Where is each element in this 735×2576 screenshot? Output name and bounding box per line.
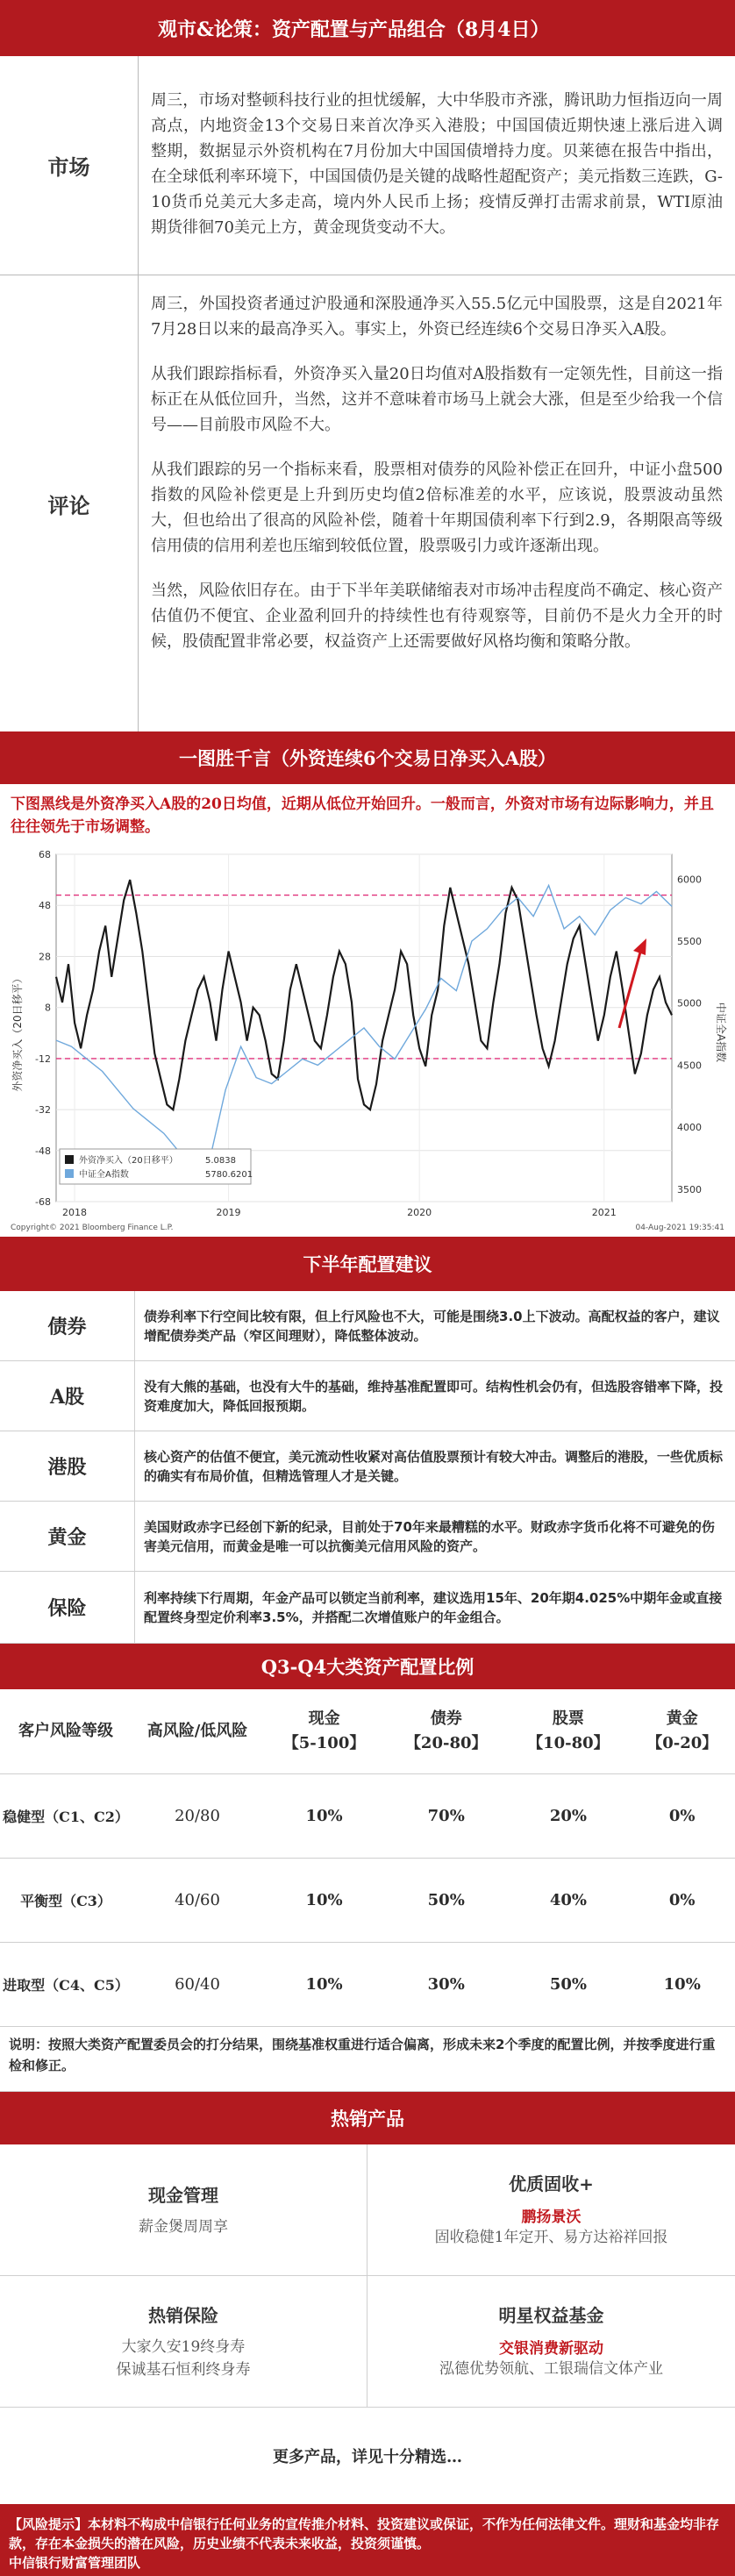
product-title: 优质固收+ [509,2173,594,2194]
table-cell: 20/80 [132,1773,263,1858]
allocation-text: 美国财政赤字已经创下新的纪录，目前处于70年来最糟糕的水平。财政赤字货币化将不可避免的伤害美元信用，而黄金是唯一可以抗衡美元信用风险的资产。 [144,1518,715,1554]
market-label: 市场 [0,56,139,275]
allocation-label: 港股 [0,1431,135,1501]
table-cell: 10% [629,1942,735,2026]
table-cell: 稳健型（C1、C2） [0,1773,132,1858]
table-header-cell: 黄金 【0-20】 [629,1689,735,1773]
allocation-text: 没有大熊的基础，也没有大牛的基础，维持基准配置即可。结构性机会仍有，但选股容错率下降，投资难度加大，降低回报预期。 [144,1378,724,1414]
commentary-section [0,275,735,731]
table-header-cell: 股票 【10-80】 [507,1689,629,1773]
y-tick-right: 4000 [677,1122,702,1134]
line-chart [5,844,730,1237]
x-tick: 2019 [216,1207,241,1218]
risk-disclaimer: 【风险提示】本材料不构成中信银行任何业务的宣传推介材料、投资建议或保证，不作为任何法律文件。理财和基金均非存款，存在本金损失的潜在风险，历史业绩不代表未来收益，投资须谨慎。 [9,2515,720,2551]
table-cell: 30% [385,1942,507,2026]
chart-legend [60,1149,253,1184]
y-tick-right: 5500 [677,936,702,947]
header-bar [0,0,735,56]
y-axis-right-label: 中证全A指数 [715,1002,727,1063]
table-cell: 10% [263,1942,385,2026]
allocation-list [0,1291,735,1644]
product-highlight: 鹏扬景沃 [521,2209,582,2226]
ratio-note: 说明：按照大类资产配置委员会的打分结果，围绕基准权重进行适合偏离，形成未来2个季度的配置比例，并按季度进行重检和修正。 [0,2027,735,2092]
table-cell: 50% [385,1858,507,1942]
chart-banner [0,731,735,784]
allocation-item-gold [0,1502,735,1572]
page-title: 观市&论策：资产配置与产品组合（8月4日） [158,18,550,41]
allocation-text: 核心资产的估值不便宜，美元流动性收紧对高估值股票预计有较大冲击。调整后的港股，一些优质标的确实有布局价值，但精选管理人才是关键。 [144,1448,724,1484]
table-row [0,1773,735,1858]
product-sub: 固收稳健1年定开、易方达裕祥回报 [434,2229,668,2246]
product-highlight: 交银消费新驱动 [499,2340,603,2358]
product-card-fixed-income[interactable] [368,2144,735,2276]
products-banner [0,2092,735,2144]
y-tick-right: 3500 [677,1183,702,1195]
allocation-label: 债券 [0,1291,135,1360]
legend-swatch-1 [65,1155,74,1164]
y-tick-left: -68 [35,1196,51,1208]
table-header-cell: 客户风险等级 [0,1689,132,1773]
table-cell: 0% [629,1858,735,1942]
commentary-paragraph-3: 从我们跟踪的另一个指标来看，股票相对债券的风险补偿正在回升，中证小盘500指数的风险补偿更是上升到历史均值2倍标准差的水平，应该说，股票波动虽然大，但也给出了很高的风险补偿，随着十年期国债利率下行到2.9，各期限高等级信用债的信用利差也压缩到较低位置，股票吸引力或许逐渐出现。 [151,460,723,555]
team-name: 中信银行财富管理团队 [9,2554,141,2571]
table-cell: 60/40 [132,1942,263,2026]
y-tick-left: -48 [35,1145,51,1157]
chart-banner-title: 一图胜千言（外资连续6个交易日净买入A股） [179,747,556,769]
products-grid [0,2144,735,2408]
x-tick: 2021 [591,1207,617,1218]
commentary-label: 评论 [0,275,139,731]
table-cell: 70% [385,1773,507,1858]
y-tick-right: 5000 [677,997,702,1010]
table-header-cell: 高风险/低风险 [132,1689,263,1773]
y-tick-left: -32 [35,1104,51,1117]
product-card-insurance[interactable] [0,2276,368,2408]
y-tick-left: 68 [39,849,51,860]
product-title: 现金管理 [148,2184,218,2206]
legend-swatch-2 [65,1169,74,1178]
chart-date-stamp: 04-Aug-2021 19:35:41 [635,1224,724,1232]
allocation-ratio-table [0,1689,735,2027]
allocation-text: 利率持续下行周期，年金产品可以锁定当前利率，建议选用15年、20年期4.025%中期年金或直接配置终身型定价利率3.5%，并搭配二次增值账户的年金组合。 [144,1589,723,1625]
market-section [0,56,735,275]
more-products-link[interactable]: 更多产品，详见十分精选… [273,2447,462,2466]
commentary-paragraph-1: 周三，外国投资者通过沪股通和深股通净买入55.5亿元中国股票，这是自2021年7月28日以来的最高净买入。事实上，外资已经连续6个交易日净买入A股。 [151,295,723,339]
x-tick: 2020 [407,1207,432,1218]
allocation-item-bonds [0,1291,735,1361]
table-row [0,1942,735,2026]
allocation-label: 保险 [0,1572,135,1643]
products-banner-title: 热销产品 [331,2107,404,2130]
y-tick-left: 8 [45,1002,51,1014]
ratio-banner [0,1644,735,1689]
ratio-banner-title: Q3-Q4大类资产配置比例 [260,1656,475,1678]
market-text: 周三，市场对整顿科技行业的担忧缓解，大中华股市齐涨，腾讯助力恒指迈向一周高点，内地资金13个交易日来首次净买入港股；中国国债近期快速上涨后进入调整期，数据显示外资机构在7月份加大中国国债增持力度。贝莱德在报告中指出，在全球低利率环境下，中国国债仍是关键的战略性超配资产；美元指数三连跌，G-10货币兑美元大多走高，境内外人民币上扬；疫情反弹打击需求前景，WTI原油期货徘徊70美元上方，黄金现货变动不大。 [151,91,723,237]
y-axis-left-label: 外资净买入（20日移平） [11,973,24,1092]
chart-source: Copyright© 2021 Bloomberg Finance L.P. [11,1224,174,1232]
table-header-cell: 现金 【5-100】 [263,1689,385,1773]
y-tick-left: 28 [39,951,51,963]
product-sub: 泓德优势领航、工银瑞信文体产业 [439,2360,663,2378]
commentary-paragraph-2: 从我们跟踪指标看，外资净买入量20日均值对A股指数有一定领先性，目前这一指标正在从低位回升，当然，这并不意味着市场马上就会大涨，但是至少给我一个信号——目前股市风险不大。 [151,365,723,434]
table-cell: 40/60 [132,1858,263,1942]
table-header-cell: 债券 【20-80】 [385,1689,507,1773]
table-cell: 10% [263,1773,385,1858]
legend-value-1: 5.0838 [205,1156,236,1166]
y-tick-left: 48 [39,900,51,912]
commentary-paragraph-4: 当然，风险依旧存在。由于下半年美联储缩表对市场冲击程度尚不确定、核心资产估值仍不便宜、企业盈利回升的持续性也有待观察等，目前仍不是火力全开的时候，股债配置非常必要，权益资产上还需要做好风格均衡和策略分散。 [151,582,723,651]
table-row [0,1858,735,1942]
allocation-label: 黄金 [0,1502,135,1571]
allocation-banner-title: 下半年配置建议 [303,1253,432,1275]
allocation-label: A股 [0,1361,135,1431]
table-cell: 进取型（C4、C5） [0,1942,132,2026]
allocation-item-insurance [0,1572,735,1644]
allocation-item-a-shares [0,1361,735,1431]
y-tick-right: 6000 [677,874,702,886]
table-cell: 10% [263,1858,385,1942]
table-cell: 40% [507,1858,629,1942]
table-cell: 20% [507,1773,629,1858]
allocation-item-hk-shares [0,1431,735,1502]
product-sub: 薪金煲周周享 [139,2217,228,2236]
y-tick-right: 4500 [677,1060,702,1072]
legend-label-1: 外资净买入（20日移平） [79,1156,178,1166]
table-header-row [0,1689,735,1773]
legend-value-2: 5780.6201 [205,1170,253,1180]
x-tick: 2018 [62,1207,88,1218]
product-card-cash[interactable] [0,2144,368,2276]
product-title: 明星权益基金 [498,2305,604,2326]
risk-footer [0,2504,735,2576]
legend-label-2: 中证全A指数 [79,1170,129,1180]
allocation-text: 债券利率下行空间比较有限，但上行风险也不大，可能是围绕3.0上下波动。高配权益的客户，建议增配债券类产品（窄区间理财），降低整体波动。 [144,1308,720,1344]
allocation-banner [0,1237,735,1291]
y-tick-left: -12 [35,1053,51,1065]
product-title: 热销保险 [148,2304,218,2326]
chart-container [0,844,735,1237]
table-cell: 平衡型（C3） [0,1858,132,1942]
table-cell: 50% [507,1942,629,2026]
product-sub: 大家久安19终身寿 [121,2337,246,2356]
product-card-equity-fund[interactable] [368,2276,735,2408]
table-cell: 0% [629,1773,735,1858]
product-sub: 保诚基石恒利终身寿 [116,2360,251,2379]
chart-caption: 下图黑线是外资净买入A股的20日均值，近期从低位开始回升。一般而言，外资对市场有边际影响力，并且往往领先于市场调整。 [11,796,714,836]
